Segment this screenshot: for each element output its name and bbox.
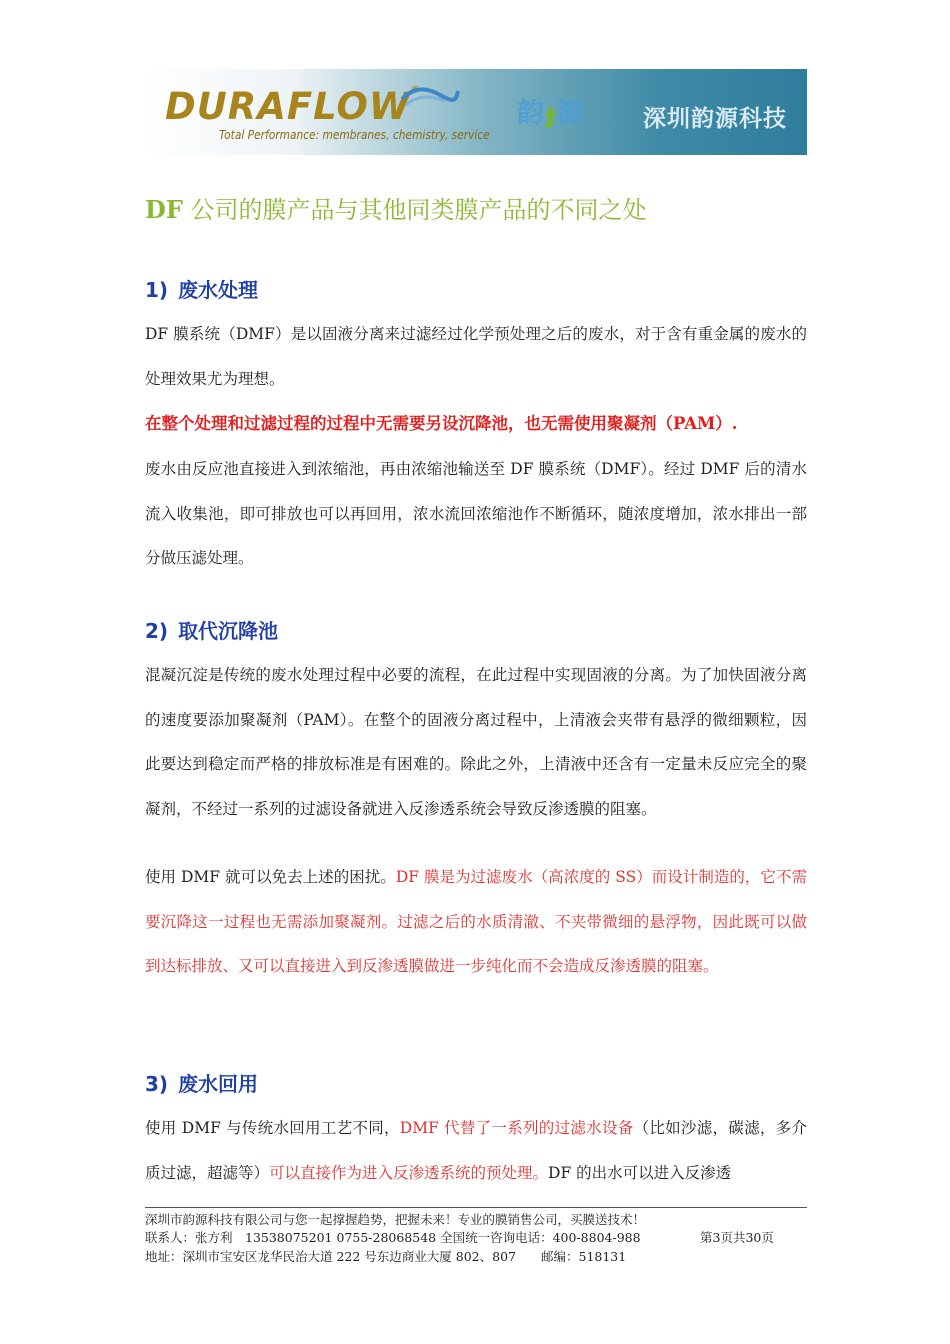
wave-icon — [400, 85, 460, 109]
red-text: DMF 代替了一系列的过滤水设备 — [399, 1119, 634, 1137]
paragraph — [145, 1106, 807, 1195]
brand-mark: ® — [410, 85, 421, 95]
logo-char-right: 源 — [557, 98, 587, 129]
brand-name: DURAFLOW — [165, 85, 411, 128]
section-heading-1 — [145, 274, 258, 303]
leaf-icon: ɟ — [546, 98, 558, 129]
section-title: 废水回用 — [178, 1072, 259, 1096]
page-number: 第3页共30页 — [700, 1230, 774, 1245]
company-name: 深圳韵源科技 — [643, 106, 787, 132]
footer-slogan: 深圳市韵源科技有限公司与您一起撑握趋势，把握未来！专业的膜销售公司，买膜送技术！ — [145, 1212, 646, 1227]
section-title: 取代沉降池 — [178, 619, 279, 643]
section-heading-2 — [145, 615, 278, 644]
highlight-paragraph: 在整个处理和过滤过程的过程中无需要另设沉降池，也无需使用聚凝剂（PAM）. — [145, 414, 738, 433]
title-prefix: DF — [145, 195, 183, 224]
section-number: 1) — [145, 278, 169, 302]
red-text: 可以直接作为进入反渗透系统的预处理。 — [269, 1163, 549, 1182]
logo-char-left: 韵 — [517, 98, 546, 129]
paragraph: 废水由反应池直接进入到浓缩池，再由浓缩池输送至 DF 膜系统（DMF）。经过 DMF 后的清水流入收集池，即可排放也可以再回用，浓水流回浓缩池作不断循环，随浓度增加，浓水排出一部分做压滤处理。 — [145, 460, 807, 567]
text-run: DF 的出水可以进入反渗透 — [548, 1163, 732, 1182]
paragraph-lead: 使用 DMF 就可以免去上述的困扰。 — [145, 868, 396, 886]
section-number: 3) — [145, 1072, 169, 1096]
text-run: （比如沙滤，碳滤，多介质过滤，超滤等） — [145, 1119, 807, 1182]
paragraph — [145, 855, 807, 989]
header-banner — [145, 69, 807, 155]
title-text: 公司的膜产品与其他同类膜产品的不同之处 — [182, 196, 647, 224]
section-title: 废水处理 — [178, 278, 259, 302]
footer-address: 地址：深圳市宝安区龙华民治大道 222 号东边商业大厦 802、807 邮编：518131 — [145, 1249, 627, 1264]
section-number: 2) — [145, 619, 169, 643]
text-run: 使用 DMF 与传统水回用工艺不同， — [145, 1119, 400, 1137]
paragraph: DF 膜系统（DMF）是以固液分离来过滤经过化学预处理之后的废水，对于含有重金属的废水的处理效果尤为理想。 — [145, 325, 807, 388]
red-text: DF 膜是为过滤废水（高浓度的 SS）而设计制造的，它不需要沉降这一过程也无需添加聚凝剂。过滤之后的水质清澈、不夹带微细的悬浮物，因此既可以做到达标排放、又可以直接进入到反渗透膜做进一步纯化而不会造成反渗透膜的阻塞。 — [145, 868, 807, 975]
duraflow-logo — [165, 85, 421, 128]
footer-divider — [145, 1207, 807, 1208]
brand-tagline: Total Performance: membranes, chemistry, service — [219, 127, 490, 142]
document-title — [145, 190, 647, 225]
section-heading-3 — [145, 1068, 258, 1097]
footer-contact: 联系人：张方利 13538075201 0755-28068548 全国统一咨询电话：400-8804-988 — [145, 1230, 641, 1245]
yunyuan-logo — [517, 91, 586, 130]
paragraph: 混凝沉淀是传统的废水处理过程中必要的流程，在此过程中实现固液的分离。为了加快固液分离的速度要添加聚凝剂（PAM）。在整个的固液分离过程中，上清液会夹带有悬浮的微细颗粒，因此要达到稳定而严格的排放标准是有困难的。除此之外，上清液中还含有一定量未反应完全的聚凝剂，不经过一系列的过滤设备就进入反渗透系统会导致反渗透膜的阻塞。 — [145, 666, 807, 818]
